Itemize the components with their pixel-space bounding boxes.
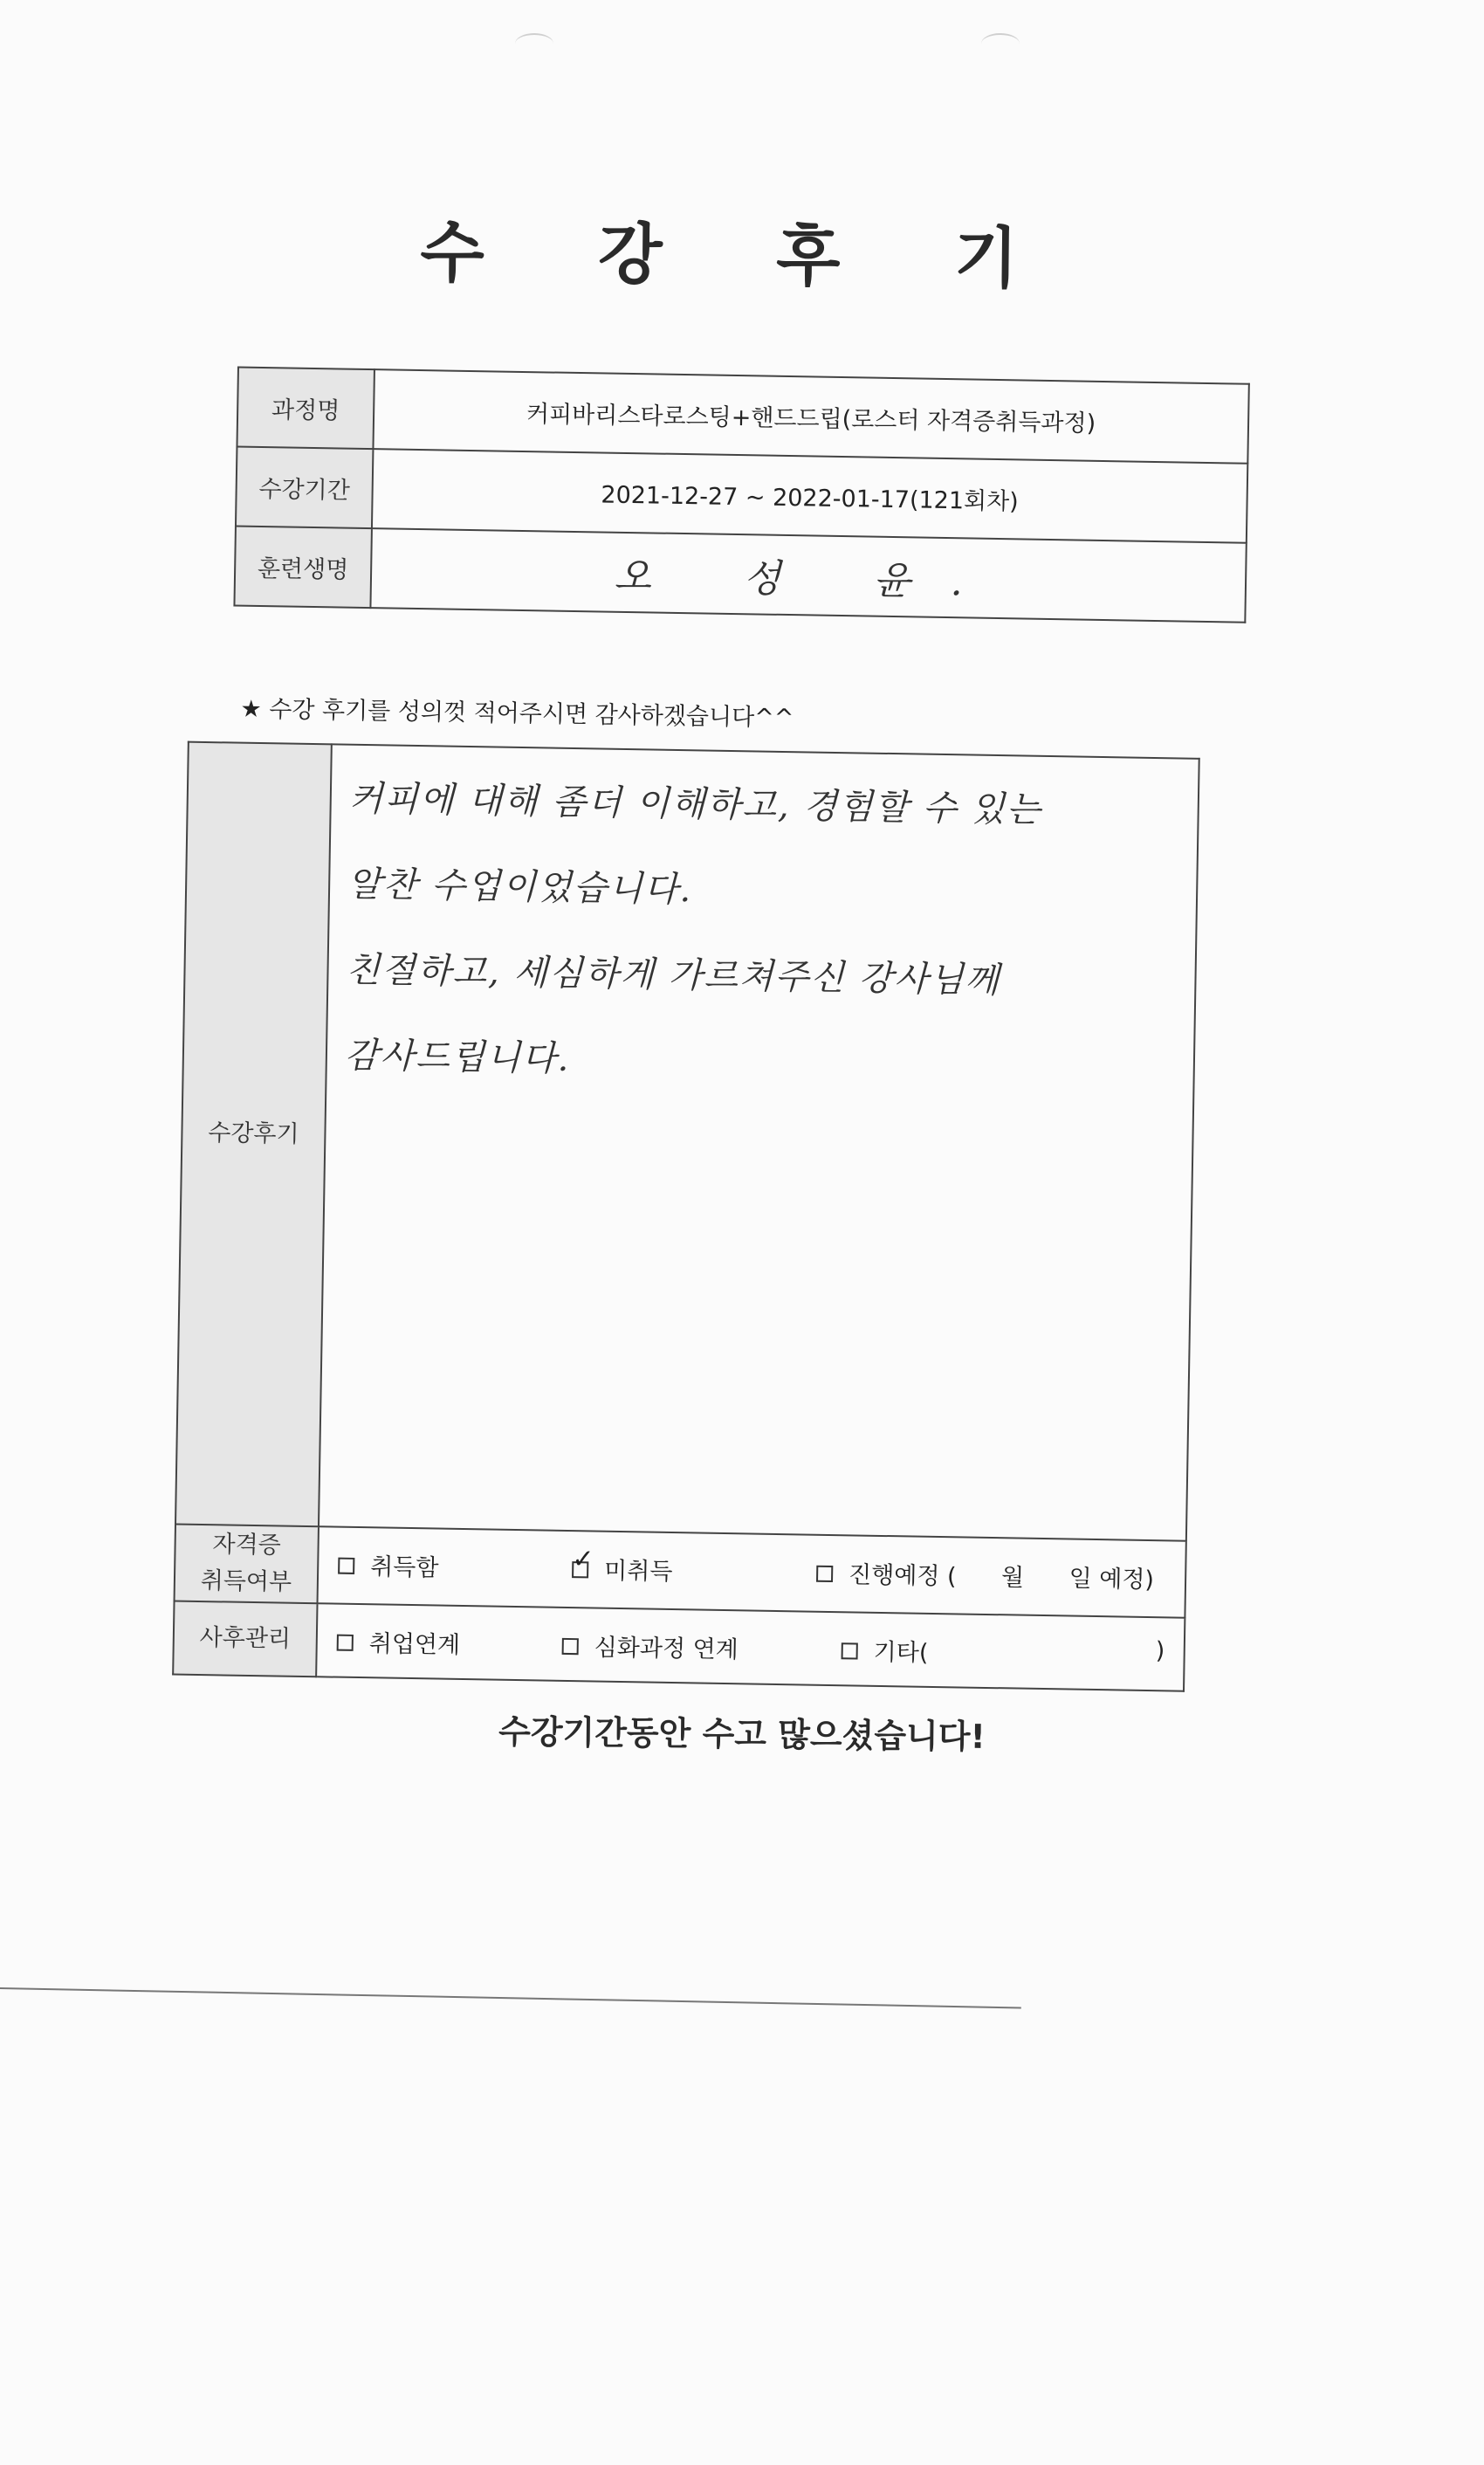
checkbox-icon[interactable] [816,1566,833,1582]
trainee-row [234,527,1246,623]
certificate-label-line1: 자격증 [212,1531,282,1560]
option-label: 미취득 [603,1557,673,1586]
review-table [172,741,1200,1692]
course-info-table [233,367,1249,623]
certificate-option-acquired[interactable] [338,1547,439,1583]
certificate-label-line2: 취득여부 [200,1567,292,1596]
aftercare-option-advanced[interactable] [561,1628,739,1664]
aftercare-close-paren: ) [1155,1637,1165,1665]
course-label: 과정명 [237,368,374,450]
checked-checkbox-icon[interactable] [572,1561,588,1578]
certificate-option-not-acquired[interactable] [572,1551,673,1587]
notice-text: ★ 수강 후기를 성의껏 적어주시면 감사하겠습니다^^ [240,695,794,733]
review-label: 수강후기 [175,742,332,1527]
certificate-options [318,1526,1186,1617]
period-value: 2021-12-27 ~ 2022-01-17(121회차) [372,449,1247,543]
checkbox-icon[interactable] [338,1558,354,1574]
option-label: 진행예정 ( 월 일 예정) [848,1561,1155,1594]
aftercare-label: 사후관리 [173,1601,317,1677]
checkbox-icon[interactable] [562,1638,579,1655]
trainee-label: 훈련생명 [234,527,371,609]
page-title: 수 강 후 기 [419,213,1064,298]
option-label: 기타( [873,1638,929,1667]
course-value: 커피바리스타로스팅+핸드드립(로스터 자격증취득과정) [373,369,1248,464]
checkbox-icon[interactable] [842,1642,858,1659]
review-line: 친절하고, 세심하게 가르쳐주신 강사님께 [346,949,1001,1002]
review-line: 커피에 대해 좀더 이해하고, 경험할 수 있는 [348,778,1042,830]
option-label: 심화과정 연계 [594,1634,739,1664]
checkbox-icon[interactable] [337,1635,354,1651]
period-label: 수강기간 [236,447,373,529]
option-label: 취득함 [369,1553,439,1582]
closing-message: 수강기간동안 수고 많으셨습니다! [498,1712,986,1756]
review-row [175,742,1199,1541]
aftercare-option-other[interactable] [841,1632,928,1668]
aftercare-options [316,1603,1185,1690]
review-body[interactable] [319,744,1199,1540]
certificate-option-scheduled[interactable] [816,1555,1154,1594]
trainee-value [370,528,1246,623]
review-line: 감사드립니다. [344,1035,571,1079]
trainee-signature: 오 성 윤. [613,554,1004,605]
aftercare-option-employment[interactable] [336,1624,460,1660]
aftercare-row [173,1601,1185,1691]
option-label: 취업연계 [368,1630,461,1659]
certificate-label [175,1525,319,1604]
review-line: 알찬 수업이었습니다. [347,864,693,911]
